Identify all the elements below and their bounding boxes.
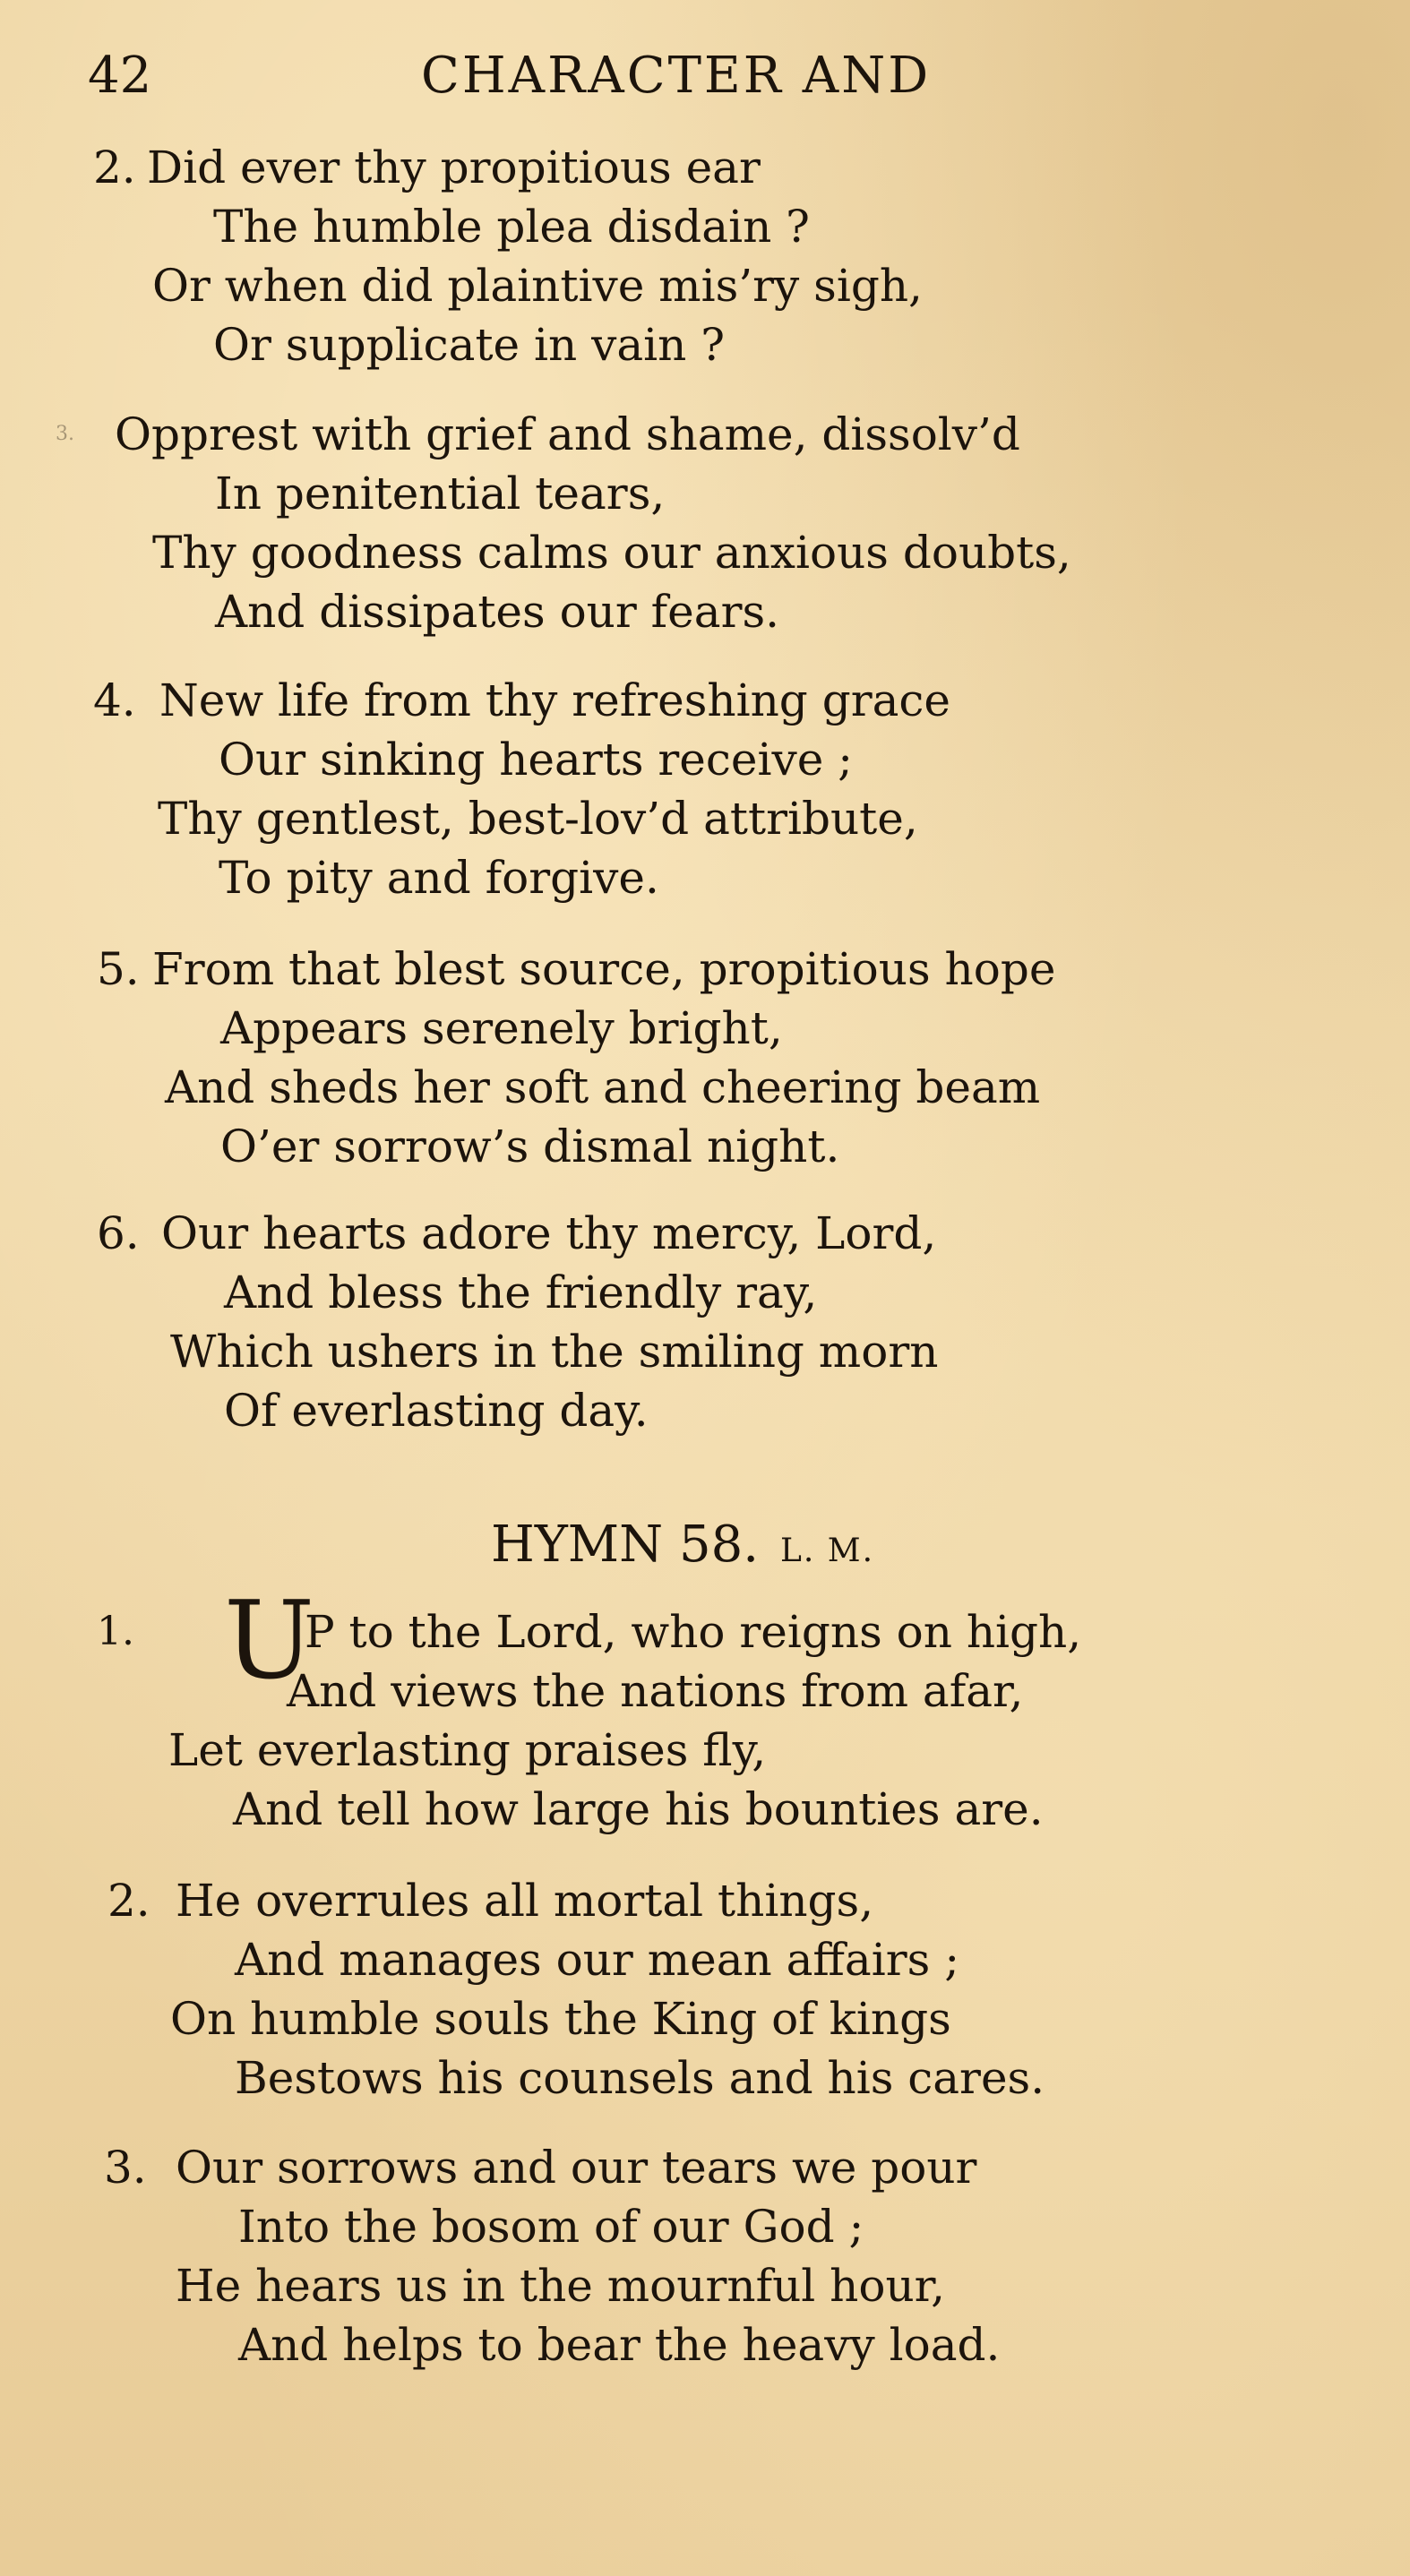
verse-line: And helps to bear the heavy load. [238,2319,1001,2371]
verse-line: Appears serenely bright, [220,1002,783,1054]
verse-line: Let everlasting praises fly, [168,1724,767,1776]
verse-line: The humble plea disdain ? [213,201,810,253]
verse-line: Or when did plaintive mis’ry sigh, [152,260,923,312]
verse-line: Which ushers in the smiling morn [170,1326,939,1378]
page-number: 42 [88,47,152,105]
stanza-number: 4. [93,674,136,726]
stanza-number: 3. [56,423,74,445]
drop-cap: U [224,1579,315,1704]
stanza-number: 6. [97,1207,140,1259]
running-head: CHARACTER AND [421,47,932,105]
stanza-number: 2. [93,142,136,193]
page-header [0,40,1410,112]
verse-line: Our sinking hearts receive ; [219,734,854,786]
hymn-heading [491,1509,874,1587]
verse-line: P to the Lord, who reigns on high, [305,1606,1082,1658]
verse-line: And tell how large his bounties are. [233,1783,1044,1835]
verse-line: Of everlasting day. [224,1385,649,1437]
verse-line: Opprest with grief and shame, dissolv’d [115,408,1020,460]
verse-line: Our sorrows and our tears we pour [176,2142,977,2194]
verse-line: And bless the friendly ray, [224,1267,818,1318]
verse-line: To pity and forgive. [219,852,659,904]
verse-line: He hears us in the mournful hour, [176,2260,945,2312]
verse-line: Or supplicate in vain ? [213,319,726,371]
verse-line: He overrules all mortal things, [176,1875,874,1927]
stanza-number: 3. [104,2142,147,2194]
verse-line: Our hearts adore thy mercy, Lord, [161,1207,937,1259]
verse-line: And dissipates our fears. [215,586,780,638]
verse-line: And sheds her soft and cheering beam [165,1061,1041,1113]
stanza-number: 5. [97,943,140,995]
verse-line: And views the nations from afar, [287,1665,1024,1717]
verse-line: On humble souls the King of kings [170,1993,951,2045]
verse-line: Bestows his counsels and his cares. [235,2052,1045,2104]
stanza-number: 2. [107,1875,150,1927]
hymn-meter: L. M. [780,1533,875,1569]
verse-line: Into the bosom of our God ; [238,2201,864,2253]
verse-line: And manages our mean affairs ; [235,1934,960,1986]
hymn-title: HYMN 58. [491,1516,760,1574]
verse-line: New life from thy refreshing grace [159,674,951,726]
stanza-number: 1. [97,1609,134,1654]
verse-line: Thy goodness calms our anxious doubts, [152,527,1071,579]
verse-line: O’er sorrow’s dismal night. [220,1121,840,1172]
verse-line: Did ever thy propitious ear [147,142,761,193]
verse-line: In penitential tears, [215,468,666,519]
verse-line: From that blest source, propitious hope [152,943,1056,995]
verse-line: Thy gentlest, best-lov’d attribute, [158,793,918,845]
